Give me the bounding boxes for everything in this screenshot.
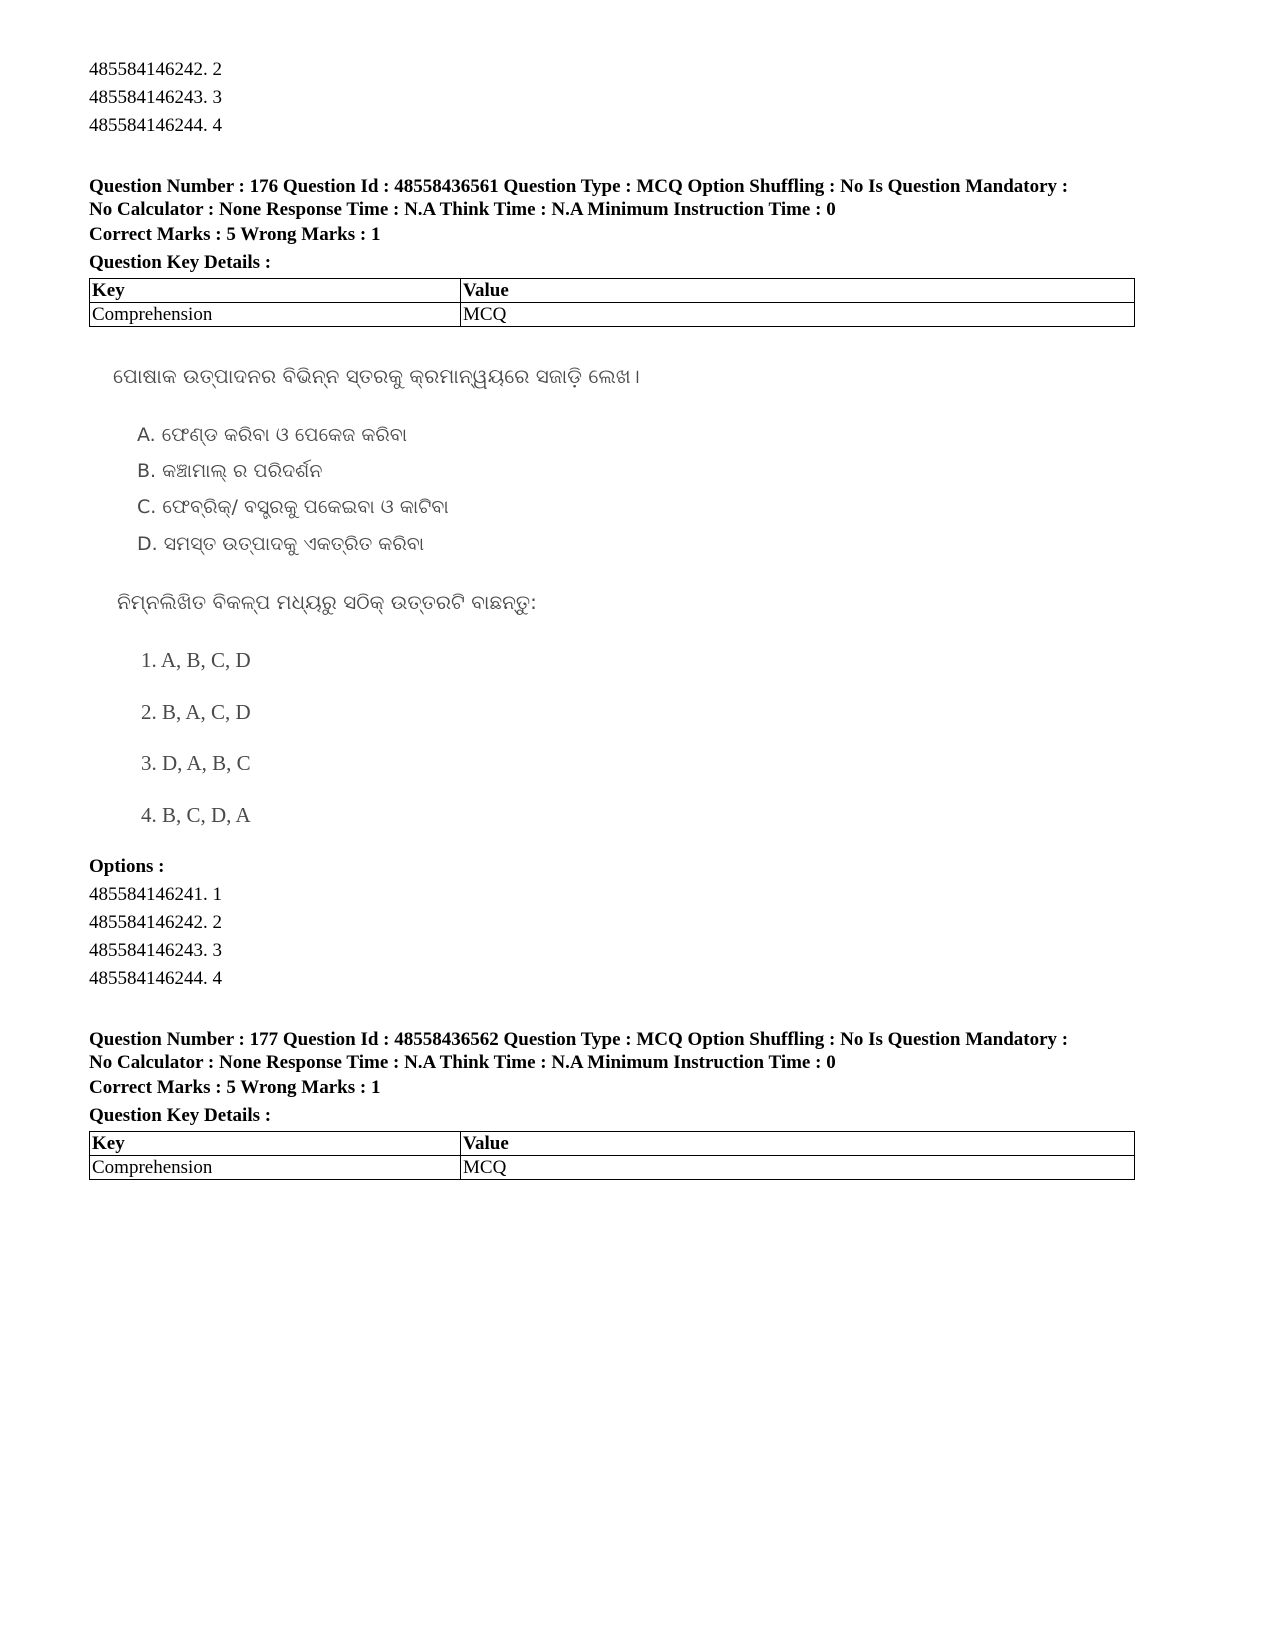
statement-b: B. କଞ୍ଚାମାଲ୍ ର ପରିଦର୍ଶନ bbox=[137, 460, 323, 482]
table-cell-key: Comprehension bbox=[90, 303, 461, 327]
table-cell-value: MCQ bbox=[461, 303, 1135, 327]
table-row bbox=[90, 303, 1135, 327]
question-header-line1: Question Number : 177 Question Id : 48558436562 Question Type : MCQ Option Shuffling : No Is Question Mandatory : bbox=[89, 1029, 1069, 1050]
question-stem: ପୋଷାକ ଉତ୍ପାଦନର ବିଭିନ୍ନ ସ୍ତରକୁ କ୍ରମାନ୍ୱୟରେ ସଜାଡ଼ି ଲେଖ। bbox=[113, 364, 640, 388]
option-line: 485584146241. 1 bbox=[89, 884, 222, 905]
table-header-key: Key bbox=[90, 1132, 461, 1156]
option-line: 485584146243. 3 bbox=[89, 87, 222, 108]
question-marks: Correct Marks : 5 Wrong Marks : 1 bbox=[89, 224, 381, 245]
table-header-value: Value bbox=[461, 1132, 1135, 1156]
table-header-row bbox=[90, 1132, 1135, 1156]
choice-2: 2. B, A, C, D bbox=[141, 700, 251, 724]
choice-4: 4. B, C, D, A bbox=[141, 803, 251, 827]
table-header-value: Value bbox=[461, 279, 1135, 303]
question-176-block bbox=[89, 175, 1149, 327]
table-header-key: Key bbox=[90, 279, 461, 303]
statement-d: D. ସମସ୍ତ ଉତ୍ପାଦକୁ ଏକତ୍ରିତ କରିବା bbox=[137, 533, 425, 555]
question-177-block bbox=[89, 1028, 1149, 1180]
key-details-title: Question Key Details : bbox=[89, 252, 272, 273]
choice-3: 3. D, A, B, C bbox=[141, 751, 251, 775]
key-details-table bbox=[89, 278, 1135, 327]
table-cell-value: MCQ bbox=[461, 1156, 1135, 1180]
previous-options-list bbox=[89, 56, 1149, 140]
question-marks: Correct Marks : 5 Wrong Marks : 1 bbox=[89, 1077, 381, 1098]
choice-1: 1. A, B, C, D bbox=[141, 648, 251, 672]
option-line: 485584146244. 4 bbox=[89, 968, 222, 989]
question-header-line2: No Calculator : None Response Time : N.A Think Time : N.A Minimum Instruction Time : 0 bbox=[89, 1052, 836, 1073]
question-header-line1: Question Number : 176 Question Id : 48558436561 Question Type : MCQ Option Shuffling : No Is Question Mandatory : bbox=[89, 176, 1069, 197]
option-line: 485584146242. 2 bbox=[89, 912, 222, 933]
option-line: 485584146244. 4 bbox=[89, 115, 222, 136]
table-cell-key: Comprehension bbox=[90, 1156, 461, 1180]
question-176-options bbox=[89, 853, 1149, 993]
statement-c: C. ଫେବ୍ରିକ୍/ ବସ୍ତ୍ରକୁ ପକେଇବା ଓ କାଟିବା bbox=[137, 496, 449, 518]
table-row bbox=[90, 1156, 1135, 1180]
table-header-row bbox=[90, 279, 1135, 303]
question-instruction: ନିମ୍ନଲିଖିତ ବିକଳ୍ପ ମଧ୍ୟରୁ ସଠିକ୍ ଉତ୍ତରଟି ବାଛନ୍ତୁ: bbox=[117, 590, 537, 614]
option-line: 485584146243. 3 bbox=[89, 940, 222, 961]
question-image bbox=[89, 352, 640, 842]
key-details-title: Question Key Details : bbox=[89, 1105, 272, 1126]
options-title: Options : bbox=[89, 856, 165, 877]
question-header-line2: No Calculator : None Response Time : N.A Think Time : N.A Minimum Instruction Time : 0 bbox=[89, 199, 836, 220]
key-details-table bbox=[89, 1131, 1135, 1180]
option-line: 485584146242. 2 bbox=[89, 59, 222, 80]
statement-a: A. ଫେଣ୍ଡ କରିବା ଓ ପେକେଜ କରିବା bbox=[137, 424, 408, 446]
